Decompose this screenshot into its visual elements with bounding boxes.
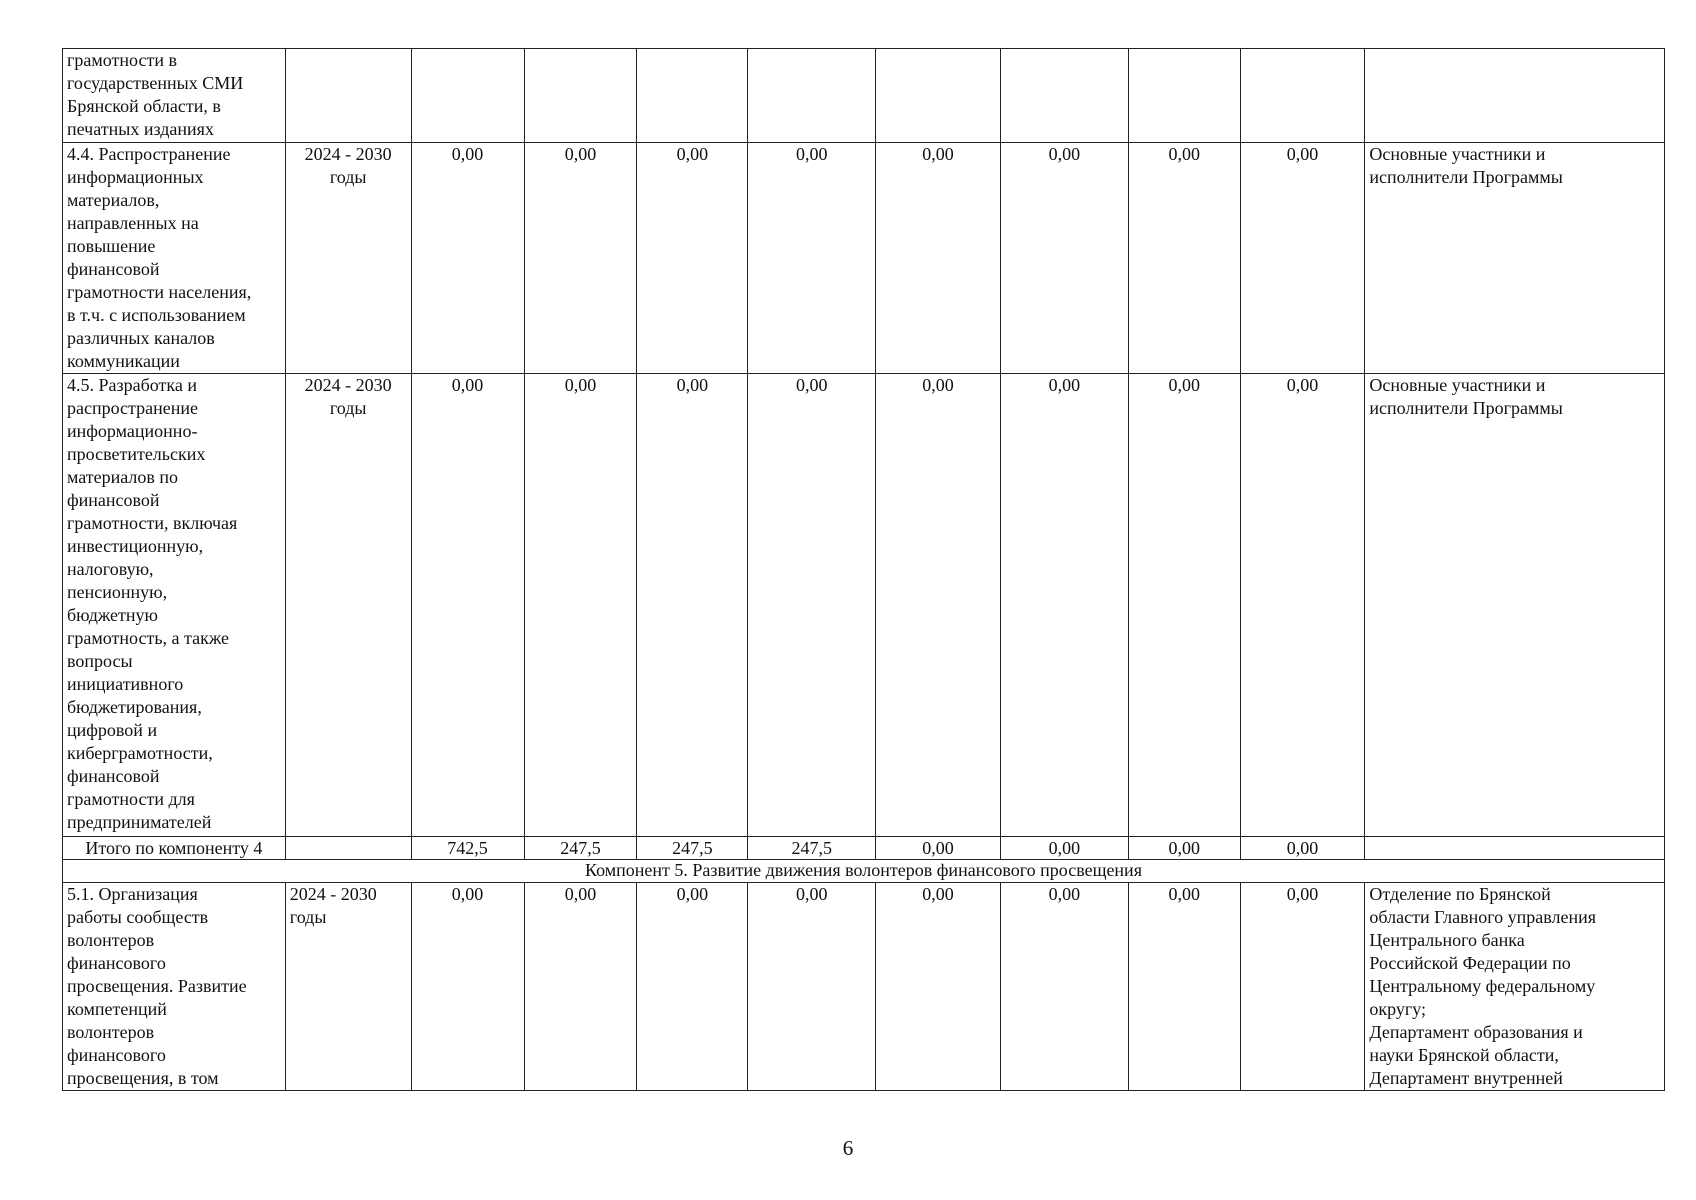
value-cell: 0,00 xyxy=(637,374,748,837)
measure-name-line: пенсионную, xyxy=(67,582,168,602)
measure-name-line: просветительских xyxy=(67,444,206,464)
measure-name-line: грамотности населения, xyxy=(67,282,252,302)
measure-name-line: направленных на xyxy=(67,213,199,233)
value-cell: 0,00 xyxy=(411,883,524,1091)
total-value-cell: 0,00 xyxy=(1000,837,1128,860)
measure-name-line: коммуникации xyxy=(67,351,180,371)
table-row xyxy=(63,49,1665,143)
page-number: 6 xyxy=(842,1136,854,1160)
table-row xyxy=(63,143,1665,374)
value-cell: 0,00 xyxy=(1128,143,1240,374)
measure-name-line: финансового xyxy=(67,953,166,973)
measure-name-line: финансовой xyxy=(67,490,160,510)
measure-name-line: работы сообществ xyxy=(67,907,209,927)
period-cell xyxy=(285,49,411,143)
executor-line: Департамент внутренней xyxy=(1369,1068,1563,1088)
executor-cell xyxy=(1365,49,1665,143)
measure-name-line: материалов по xyxy=(67,467,179,487)
value-cell: 0,00 xyxy=(524,143,637,374)
executor-line: Российской Федерации по xyxy=(1369,953,1571,973)
value-cell xyxy=(524,49,637,143)
measure-name-line: грамотности в xyxy=(67,50,177,70)
executor-line: Основные участники и xyxy=(1369,375,1546,395)
total-value-cell: 0,00 xyxy=(1128,837,1240,860)
value-cell: 0,00 xyxy=(1240,374,1365,837)
measure-name-line: 5.1. Организация xyxy=(67,884,198,904)
program-table xyxy=(62,48,1665,1091)
total-value-cell: 742,5 xyxy=(411,837,524,860)
measure-name-line: в т.ч. с использованием xyxy=(67,305,246,325)
value-cell xyxy=(637,49,748,143)
value-cell: 0,00 xyxy=(876,883,1001,1091)
measure-name-line: бюджетирования, xyxy=(67,697,202,717)
table-row xyxy=(63,374,1665,837)
measure-name-line: просвещения. Развитие xyxy=(67,976,247,996)
measure-name-line: предпринимателей xyxy=(67,812,212,832)
measure-name-line: вопросы xyxy=(67,651,133,671)
measure-name-line: материалов, xyxy=(67,190,160,210)
measure-name-cell xyxy=(63,374,286,837)
measure-name-line: печатных изданиях xyxy=(67,119,214,139)
measure-name-line: киберграмотности, xyxy=(67,743,213,763)
total-label: Итого по компоненту 4 xyxy=(63,837,286,860)
measure-name-line: Брянской области, в xyxy=(67,96,221,116)
value-cell xyxy=(1128,49,1240,143)
value-cell: 0,00 xyxy=(1000,883,1128,1091)
value-cell: 0,00 xyxy=(411,374,524,837)
measure-name-line: распространение xyxy=(67,398,199,418)
value-cell: 0,00 xyxy=(748,143,876,374)
executor-line: исполнители Программы xyxy=(1369,398,1563,418)
measure-name-cell xyxy=(63,143,286,374)
table-row xyxy=(63,883,1665,1091)
measure-name-line: просвещения, в том xyxy=(67,1068,219,1088)
measure-name-line: 4.4. Распространение xyxy=(67,144,231,164)
executor-cell xyxy=(1365,374,1665,837)
total-row xyxy=(63,837,1665,860)
value-cell: 0,00 xyxy=(637,883,748,1091)
total-value-cell: 247,5 xyxy=(748,837,876,860)
executor-cell xyxy=(1365,143,1665,374)
total-value-cell: 247,5 xyxy=(637,837,748,860)
period-cell xyxy=(285,837,411,860)
executor-line: Центральному федеральному xyxy=(1369,976,1596,996)
executor-cell xyxy=(1365,883,1665,1091)
value-cell xyxy=(411,49,524,143)
period-cell: 2024 - 2030 годы xyxy=(285,883,411,1091)
measure-name-line: налоговую, xyxy=(67,559,154,579)
measure-name-line: информационно- xyxy=(67,421,198,441)
measure-name-line: финансовой xyxy=(67,766,160,786)
measure-name-line: государственных СМИ xyxy=(67,73,244,93)
total-value-cell: 0,00 xyxy=(1240,837,1365,860)
value-cell: 0,00 xyxy=(1240,143,1365,374)
value-cell: 0,00 xyxy=(411,143,524,374)
section-title: Компонент 5. Развитие движения волонтеров финансового просвещения xyxy=(63,860,1665,883)
measure-name-line: финансового xyxy=(67,1045,166,1065)
measure-name-cell xyxy=(63,883,286,1091)
value-cell xyxy=(748,49,876,143)
measure-name-line: грамотности для xyxy=(67,789,195,809)
period-cell: 2024 - 2030 годы xyxy=(285,143,411,374)
section-row xyxy=(63,860,1665,883)
executor-line: Основные участники и xyxy=(1369,144,1546,164)
value-cell: 0,00 xyxy=(1000,374,1128,837)
total-value-cell: 247,5 xyxy=(524,837,637,860)
measure-name-line: инвестиционную, xyxy=(67,536,204,556)
measure-name-line: бюджетную xyxy=(67,605,158,625)
measure-name-line: финансовой xyxy=(67,259,160,279)
measure-name-line: волонтеров xyxy=(67,930,155,950)
value-cell xyxy=(1240,49,1365,143)
executor-cell xyxy=(1365,837,1665,860)
value-cell: 0,00 xyxy=(748,374,876,837)
value-cell: 0,00 xyxy=(637,143,748,374)
value-cell: 0,00 xyxy=(1240,883,1365,1091)
value-cell: 0,00 xyxy=(1128,374,1240,837)
value-cell: 0,00 xyxy=(524,374,637,837)
measure-name-line: различных каналов xyxy=(67,328,215,348)
executor-line: округу; xyxy=(1369,999,1427,1019)
measure-name-line: 4.5. Разработка и xyxy=(67,375,197,395)
value-cell: 0,00 xyxy=(876,143,1001,374)
executor-line: Центрального банка xyxy=(1369,930,1525,950)
value-cell: 0,00 xyxy=(1128,883,1240,1091)
measure-name-line: волонтеров xyxy=(67,1022,155,1042)
measure-name-line: грамотность, а также xyxy=(67,628,230,648)
total-value-cell: 0,00 xyxy=(876,837,1001,860)
value-cell: 0,00 xyxy=(748,883,876,1091)
value-cell xyxy=(1000,49,1128,143)
measure-name-line: инициативного xyxy=(67,674,184,694)
executor-line: Департамент образования и xyxy=(1369,1022,1583,1042)
value-cell: 0,00 xyxy=(524,883,637,1091)
executor-line: науки Брянской области, xyxy=(1369,1045,1559,1065)
measure-name-line: цифровой и xyxy=(67,720,158,740)
value-cell: 0,00 xyxy=(876,374,1001,837)
executor-line: исполнители Программы xyxy=(1369,167,1563,187)
measure-name-cell xyxy=(63,49,286,143)
measure-name-line: повышение xyxy=(67,236,156,256)
value-cell: 0,00 xyxy=(1000,143,1128,374)
period-cell: 2024 - 2030 годы xyxy=(285,374,411,837)
measure-name-line: компетенций xyxy=(67,999,167,1019)
executor-line: Отделение по Брянской xyxy=(1369,884,1551,904)
measure-name-line: грамотности, включая xyxy=(67,513,238,533)
measure-name-line: информационных xyxy=(67,167,204,187)
executor-line: области Главного управления xyxy=(1369,907,1597,927)
value-cell xyxy=(876,49,1001,143)
